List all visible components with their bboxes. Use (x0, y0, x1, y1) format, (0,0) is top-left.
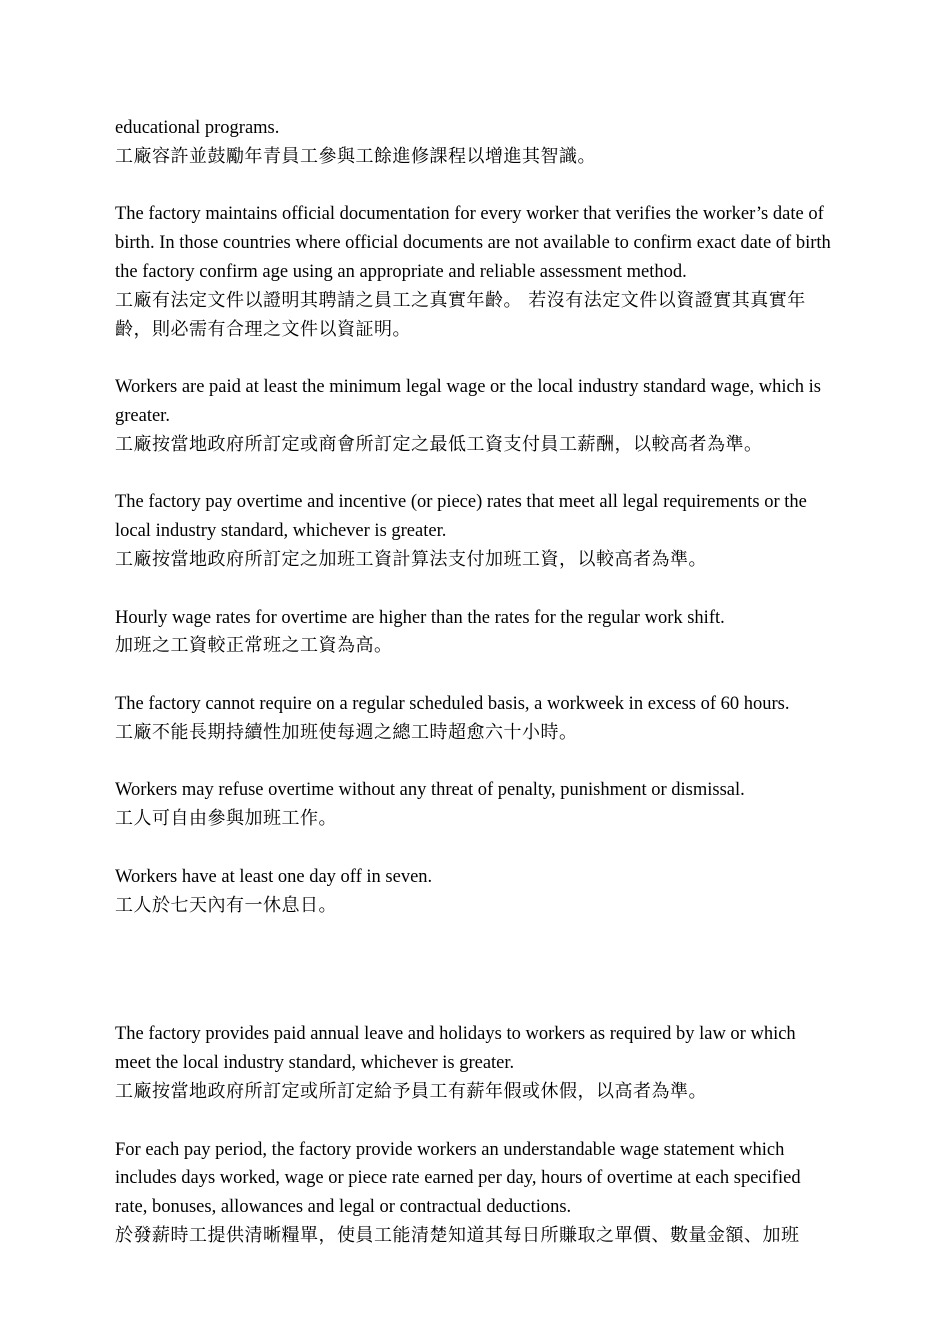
paragraph-english: Workers are paid at least the minimum legal wage or the local industry standard wage, which is greater. (115, 377, 821, 426)
paragraph-chinese: 工廠按當地政府所訂定或所訂定給予員工有薪年假或休假，以高者為準。 (115, 1080, 707, 1102)
paragraph-day-off (115, 863, 835, 921)
paragraph-chinese: 工廠按當地政府所訂定之加班工資計算法支付加班工資，以較高者為準。 (115, 548, 707, 570)
paragraph-english: The factory cannot require on a regular scheduled basis, a workweek in excess of 60 hours. (115, 693, 790, 714)
paragraph-english: The factory pay overtime and incentive (or piece) rates that meet all legal requirements or the local industry standard, whichever is greater. (115, 492, 807, 542)
paragraph-english: Workers have at least one day off in seven. (115, 866, 433, 887)
paragraph-minimum-wage (115, 373, 835, 459)
paragraph-chinese: 工人於七天內有一休息日。 (115, 894, 337, 916)
paragraph-english: The factory maintains official documentation for every worker that verifies the worker’s date of birth. In those countries where official documents are not available to confirm exact date of birth the factory confirm age using an appropriate and reliable assessment method. (115, 204, 831, 282)
paragraph-wage-statement (115, 1136, 835, 1251)
paragraph-english: The factory provides paid annual leave and holidays to workers as required by law or which meet the local industry standard, whichever is greater. (115, 1024, 796, 1074)
paragraph-education (115, 114, 835, 172)
paragraph-chinese: 工廠按當地政府所訂定或商會所訂定之最低工資支付員工薪酬，以較高者為準。 (115, 433, 763, 455)
paragraph-english: Hourly wage rates for overtime are higher than the rates for the regular work shift. (115, 607, 725, 628)
paragraph-workweek-limit (115, 690, 835, 748)
paragraph-english: educational programs. (115, 118, 280, 138)
paragraph-age-documentation (115, 200, 835, 344)
paragraph-chinese: 加班之工資較正常班之工資為高。 (115, 635, 393, 657)
paragraph-chinese: 工廠容許並鼓勵年青員工參與工餘進修課程以增進其智識。 (115, 145, 596, 167)
paragraph-refuse-overtime (115, 776, 835, 834)
paragraph-chinese: 工人可自由參與加班工作。 (115, 808, 337, 830)
paragraph-chinese: 工廠有法定文件以證明其聘請之員工之真實年齡。 若沒有法定文件以資證實其真實年齡，則必需有合理之文件以資証明。 (115, 289, 806, 340)
paragraph-overtime-pay (115, 488, 835, 574)
paragraph-english: For each pay period, the factory provide workers an understandable wage statement which includes days worked, wage or piece rate earned per day, hours of overtime at each specified rate, bonuses, allowances and legal or contractual deductions. (115, 1139, 801, 1218)
paragraph-chinese: 於發薪時工提供清晰糧單，使員工能清楚知道其每日所賺取之單價、數量金額、加班 (115, 1224, 800, 1246)
paragraph-chinese: 工廠不能長期持續性加班使每週之總工時超愈六十小時。 (115, 721, 578, 743)
paragraph-english: Workers may refuse overtime without any threat of penalty, punishment or dismissal. (115, 780, 745, 801)
paragraph-annual-leave (115, 1020, 835, 1106)
paragraph-overtime-rate (115, 604, 835, 662)
document-page (115, 114, 835, 1251)
